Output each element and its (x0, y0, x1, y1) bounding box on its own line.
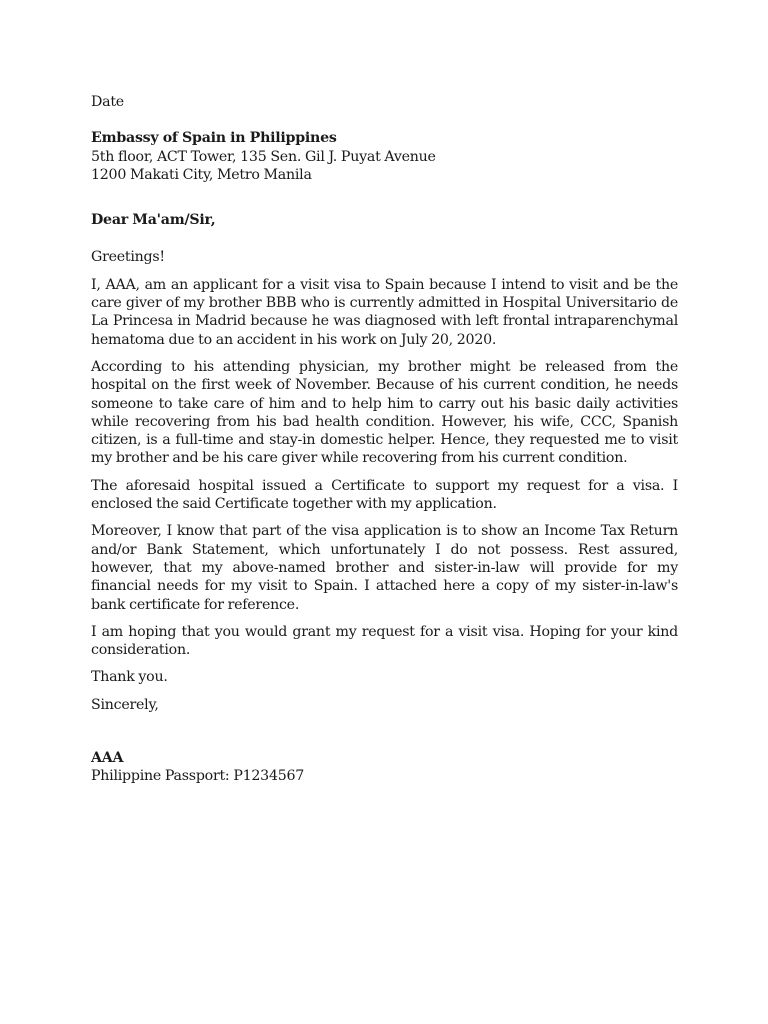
recipient-name: Embassy of Spain in Philippines (91, 130, 337, 147)
salutation: Dear Ma'am/Sir, (91, 212, 216, 229)
signer-name: AAA (91, 750, 124, 767)
letter-document (91, 93, 678, 786)
signature-block (91, 749, 678, 786)
letter-date: Date (91, 94, 124, 110)
recipient-address-line2: 1200 Makati City, Metro Manila (91, 166, 312, 183)
recipient-block (91, 129, 678, 184)
closing-line: Sincerely, (91, 696, 159, 713)
signer-passport: Philippine Passport: P1234567 (91, 768, 305, 785)
body-paragraph-1: I, AAA, am an applicant for a visit visa to Spain because I intend to visit and be the care giver of my brother BBB who is currently admitted in Hospital Universitario de La Princesa in Madrid because he was diagnosed with left frontal intraparenchymal hematoma due to an accident in his work on July 20, 2020. (91, 276, 678, 348)
thanks-line: Thank you. (91, 669, 168, 686)
recipient-address-line1: 5th floor, ACT Tower, 135 Sen. Gil J. Puyat Avenue (91, 148, 436, 165)
body-paragraph-2: According to his attending physician, my brother might be released from the hospital on the first week of November. Because of his current condition, he needs someone to take care of him and to help him to carry out his basic daily activities while recovering from his bad health condition. However, his wife, CCC, Spanish citizen, is a full-time and stay-in domestic helper. Hence, they requested me to visit my brother and be his care giver while recovering from his current condition. (91, 358, 678, 467)
body-paragraph-4: Moreover, I know that part of the visa application is to show an Income Tax Return and/or Bank Statement, which unfortunately I do not possess. Rest assured, however, that my above-named brother and sister-in-law will provide for my financial needs for my visit to Spain. I attached here a copy of my sister-in-law's bank certificate for reference. (91, 523, 678, 613)
body-paragraph-3: The aforesaid hospital issued a Certificate to support my request for a visa. I enclosed the said Certificate together with my application. (91, 477, 678, 513)
greeting: Greetings! (91, 249, 165, 266)
body-paragraph-5: I am hoping that you would grant my request for a visit visa. Hoping for your kind consideration. (91, 623, 678, 659)
